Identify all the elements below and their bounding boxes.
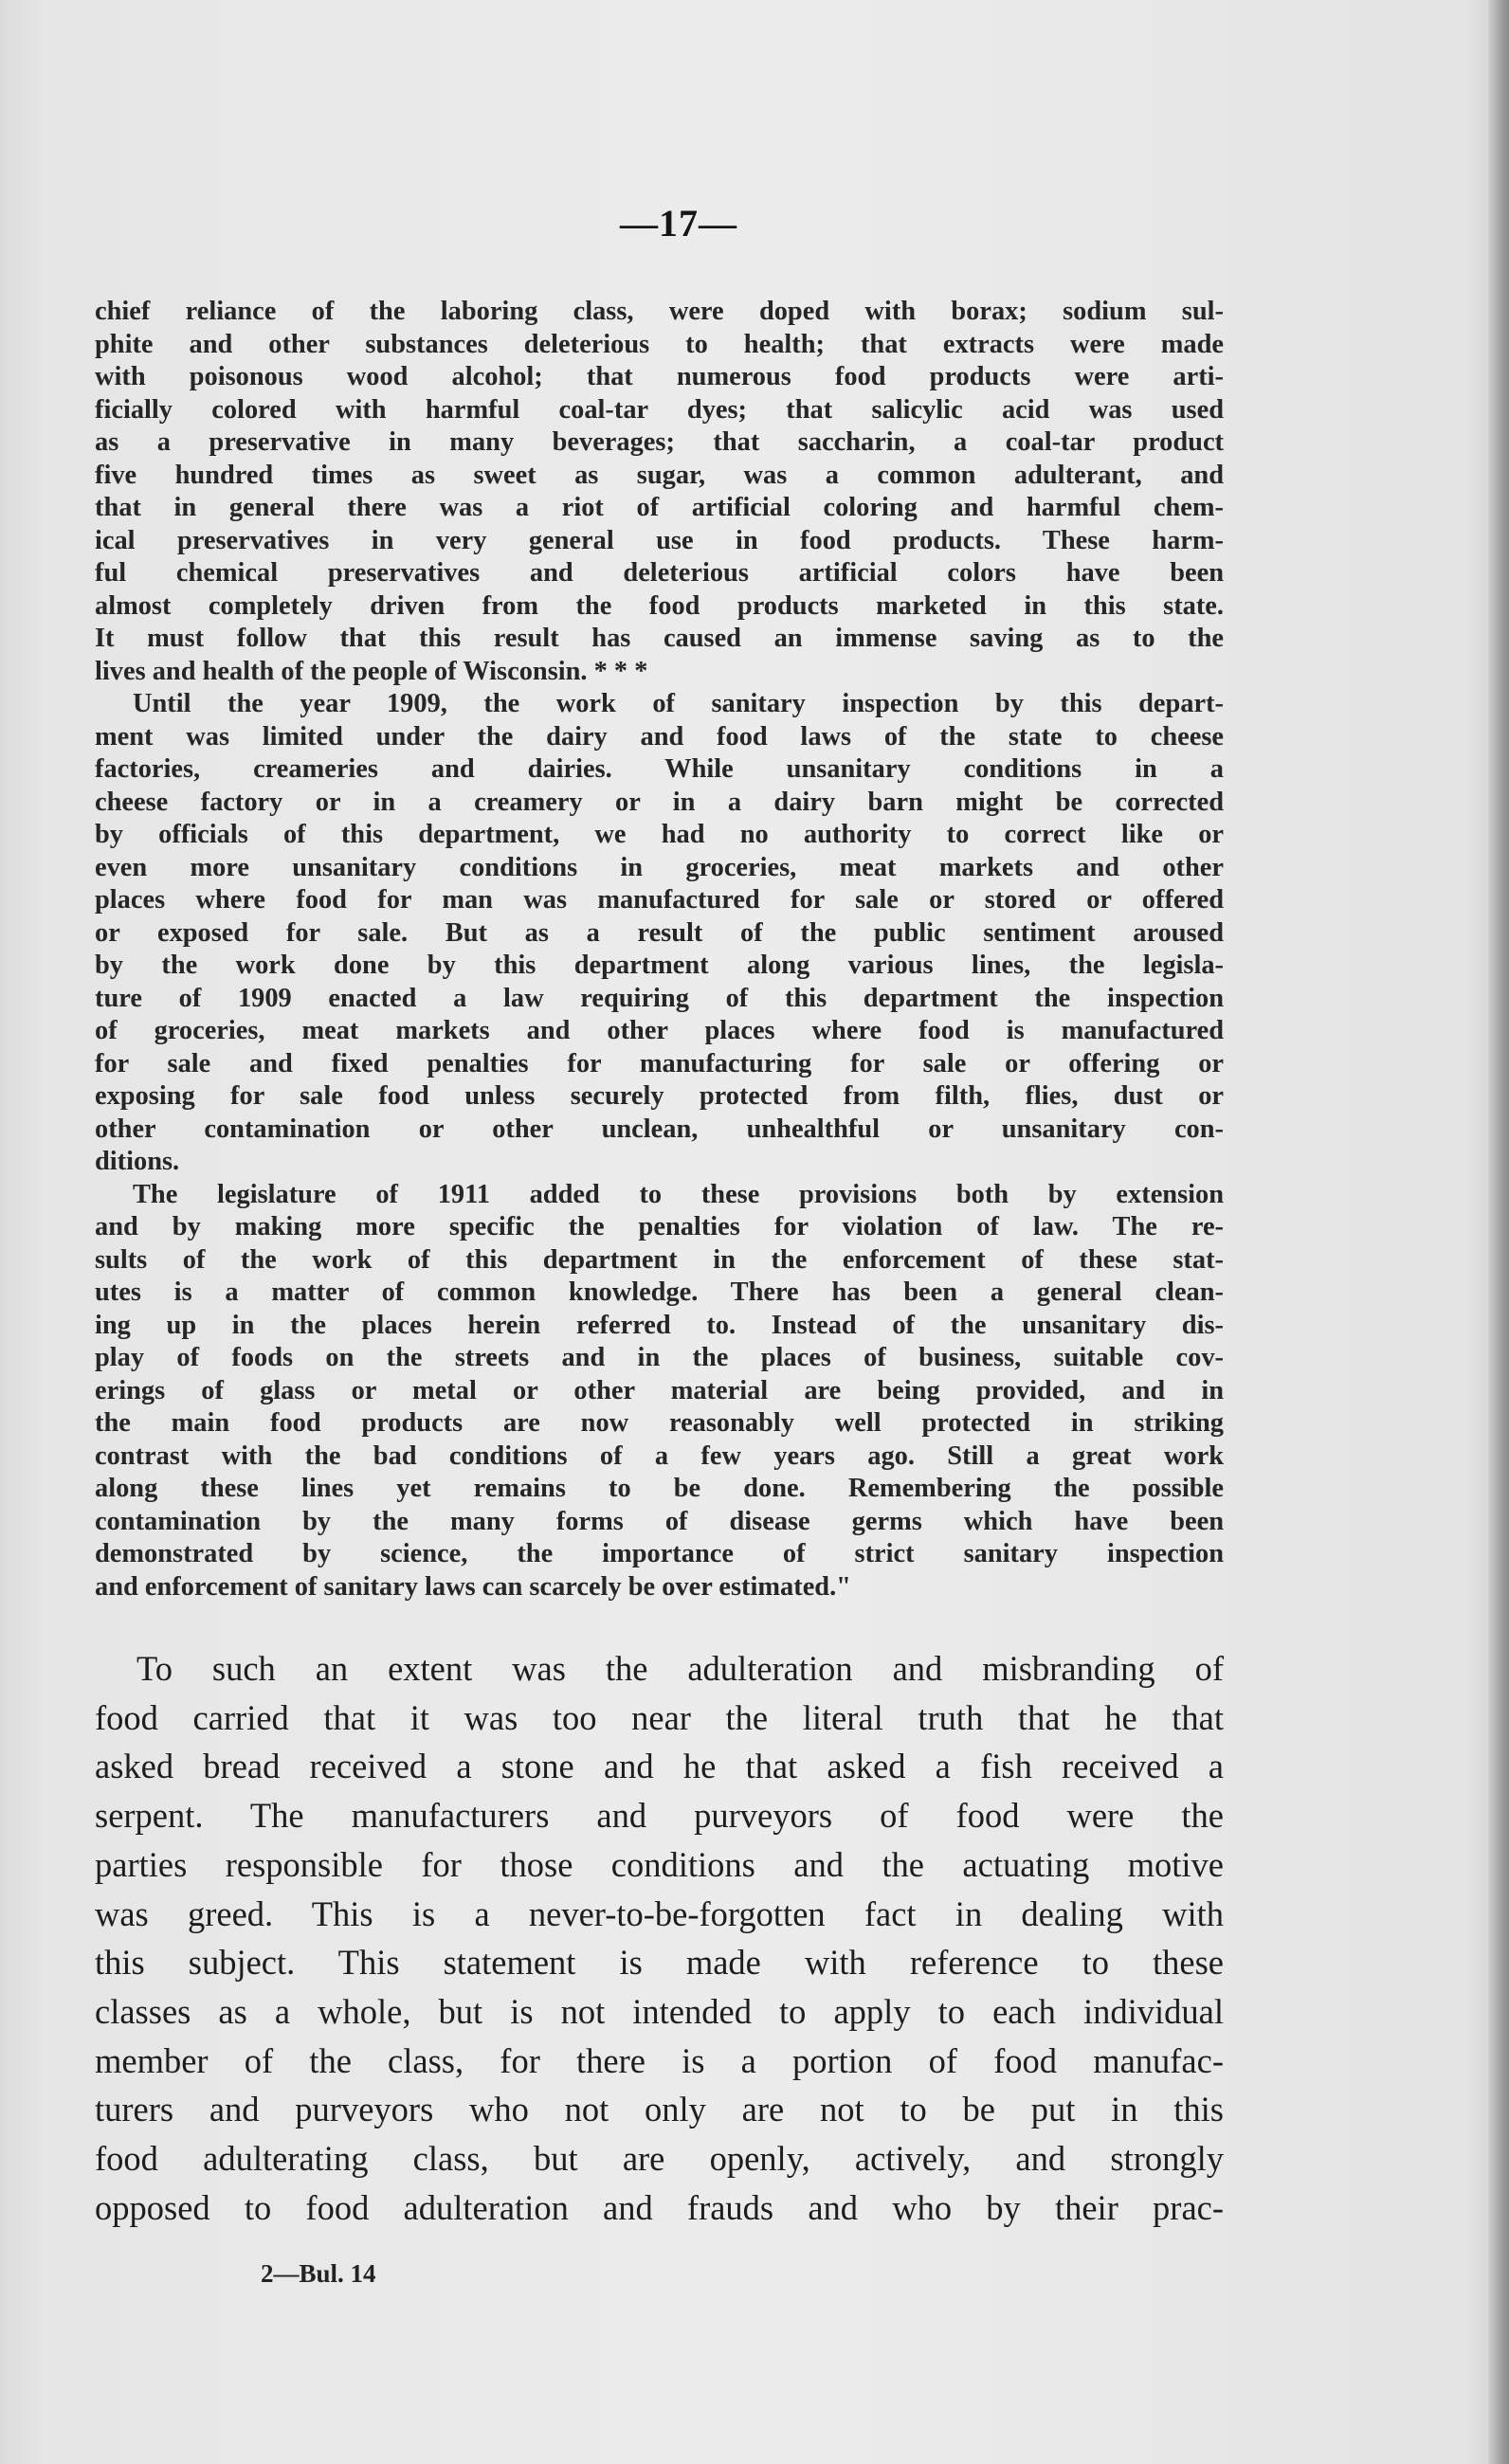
quote-line: play of foods on the streets and in the places of business, suitable cov- xyxy=(95,1343,1224,1372)
quote-line: ical preservatives in very general use in food products. These harm- xyxy=(95,525,1224,555)
quote-line: and enforcement of sanitary laws can scarcely be over estimated." xyxy=(95,1571,851,1602)
quote-line: ment was limited under the dairy and food laws of the state to cheese xyxy=(95,721,1224,752)
quote-line: the main food products are now reasonably well protected in striking xyxy=(95,1408,1224,1438)
quote-line: exposing for sale food unless securely protected from filth, flies, dust or xyxy=(95,1081,1224,1111)
quote-line: of groceries, meat markets and other places where food is manufactured xyxy=(95,1016,1224,1045)
quote-line: by officials of this department, we had no authority to correct like or xyxy=(95,820,1224,849)
quote-line: and by making more specific the penalties for violation of law. The re- xyxy=(95,1212,1224,1241)
quote-line: phite and other substances deleterious to health; that extracts were made xyxy=(95,329,1224,359)
quote-line: factories, creameries and dairies. While unsanitary conditions in a xyxy=(95,754,1224,784)
quote-line: even more unsanitary conditions in groceries, meat markets and other xyxy=(95,852,1224,882)
quote-line: five hundred times as sweet as sugar, was a common adulterant, and xyxy=(95,460,1224,490)
body-line: To such an extent was the adulteration and misbranding of xyxy=(136,1649,1224,1688)
quote-line: ing up in the places herein referred to. Instead of the unsanitary dis- xyxy=(95,1310,1224,1340)
body-line: food carried that it was too near the literal truth that he that xyxy=(95,1697,1224,1737)
quote-paragraph-1 xyxy=(95,296,1224,688)
quote-line: utes is a matter of common knowledge. There has been a general clean- xyxy=(95,1277,1224,1307)
body-line: parties responsible for those conditions and the actuating motive xyxy=(95,1844,1224,1884)
quote-line: contrast with the bad conditions of a few years ago. Still a great work xyxy=(95,1440,1224,1471)
quote-line: ficially colored with harmful coal-tar dyes; that salicylic acid was used xyxy=(95,394,1224,425)
quote-line: ful chemical preservatives and deleterious artificial colors have been xyxy=(95,558,1224,588)
quote-line: or exposed for sale. But as a result of the public sentiment aroused xyxy=(95,917,1224,948)
quote-line: erings of glass or metal or other material are being provided, and in xyxy=(95,1375,1224,1405)
signature-mark: 2—Bul. 14 xyxy=(261,2259,376,2288)
body-line: member of the class, for there is a portion of food manufac- xyxy=(95,2040,1224,2080)
body-line: turers and purveyors who not only are not to be put in this xyxy=(95,2090,1224,2129)
quote-line: as a preservative in many beverages; that saccharin, a coal-tar product xyxy=(95,427,1224,457)
quote-line: with poisonous wood alcohol; that numerous food products were arti- xyxy=(95,362,1224,391)
quote-line: Until the year 1909, the work of sanitary inspection by this depart- xyxy=(133,689,1224,718)
quote-line: along these lines yet remains to be done. Remembering the possible xyxy=(95,1474,1224,1503)
body-paragraph xyxy=(95,1644,1224,2232)
quote-line: chief reliance of the laboring class, were doped with borax; sodium sul- xyxy=(95,297,1224,326)
quote-line: The legislature of 1911 added to these provisions both by extension xyxy=(133,1179,1224,1209)
body-line: was greed. This is a never-to-be-forgotten fact in dealing with xyxy=(95,1893,1224,1933)
quote-paragraph-2 xyxy=(95,688,1224,1179)
quote-line: It must follow that this result has caused an immense saving as to the xyxy=(95,624,1224,653)
body-line: this subject. This statement is made with reference to these xyxy=(95,1943,1224,1983)
quote-line: that in general there was a riot of artificial coloring and harmful chem- xyxy=(95,493,1224,522)
quote-line: ture of 1909 enacted a law requiring of this department the inspection xyxy=(95,983,1224,1013)
quoted-passage xyxy=(95,296,1224,1603)
quote-line: almost completely driven from the food products marketed in this state. xyxy=(95,590,1224,621)
quote-line: by the work done by this department along various lines, the legisla- xyxy=(95,951,1224,980)
quote-line: contamination by the many forms of disease germs which have been xyxy=(95,1506,1224,1536)
quote-line: sults of the work of this department in the enforcement of these stat- xyxy=(95,1244,1224,1275)
quote-line: other contamination or other unclean, unhealthful or unsanitary con- xyxy=(95,1114,1224,1144)
quote-paragraph-3 xyxy=(95,1179,1224,1604)
body-line: opposed to food adulteration and frauds and who by their prac- xyxy=(95,2187,1224,2227)
body-line: food adulterating class, but are openly, actively, and strongly xyxy=(95,2139,1224,2179)
body-line: serpent. The manufacturers and purveyors of food were the xyxy=(95,1796,1224,1836)
page-number: —17— xyxy=(620,202,737,245)
body-line: asked bread received a stone and he that asked a fish received a xyxy=(95,1747,1224,1786)
quote-line: cheese factory or in a creamery or in a dairy barn might be corrected xyxy=(95,787,1224,817)
body-line: classes as a whole, but is not intended to apply to each individual xyxy=(95,1991,1224,2031)
quote-line: for sale and fixed penalties for manufacturing for sale or offering or xyxy=(95,1048,1224,1078)
quote-line: demonstrated by science, the importance of strict sanitary inspection xyxy=(95,1539,1224,1568)
quote-line: lives and health of the people of Wisconsin. * * * xyxy=(95,656,648,686)
quote-line: places where food for man was manufactured for sale or stored or offered xyxy=(95,885,1224,915)
page-edge-shadow xyxy=(1488,0,1509,2464)
quote-line: ditions. xyxy=(95,1147,180,1176)
